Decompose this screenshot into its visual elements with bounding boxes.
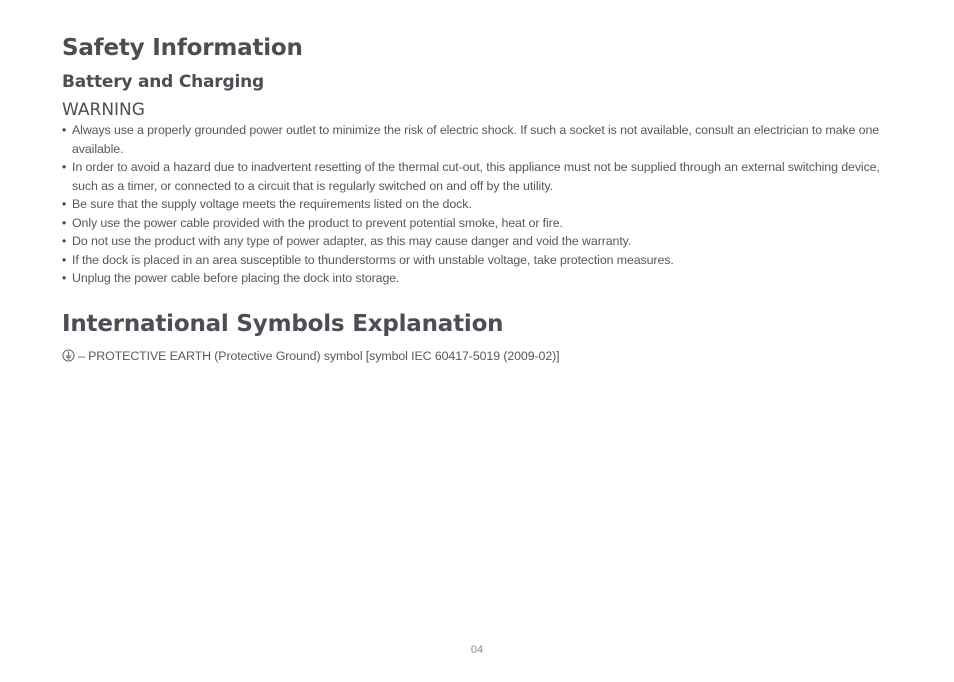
bullet-text: Always use a properly grounded power outlet to minimize the risk of electric shock. If such a socket is not available, consult an electrician to make one available.	[72, 123, 880, 156]
page-title: Safety Information	[62, 35, 303, 61]
bullet-icon: •	[62, 234, 67, 248]
protective-earth-icon	[62, 349, 75, 362]
bullet-text: Only use the power cable provided with the product to prevent potential smoke, heat or fire.	[72, 215, 563, 230]
list-item	[62, 232, 894, 251]
list-item	[62, 251, 894, 270]
bullet-icon: •	[62, 215, 67, 230]
section-subtitle-battery: Battery and Charging	[62, 72, 264, 92]
list-item	[62, 214, 894, 233]
bullet-icon: •	[62, 271, 67, 285]
warning-bullet-list	[62, 121, 894, 288]
bullet-text: Unplug the power cable before placing the dock into storage.	[72, 271, 400, 285]
warning-label: WARNING	[62, 100, 145, 120]
list-item	[62, 269, 894, 288]
symbol-entry-protective-earth	[62, 347, 894, 365]
bullet-text: In order to avoid a hazard due to inadvertent resetting of the thermal cut-out, this appliance must not be supplied through an external switching device, such as a timer, or connected to a circuit that is regularly switched on and off by the utility.	[72, 160, 880, 193]
symbols-section-title: International Symbols Explanation	[62, 310, 504, 337]
bullet-icon: •	[62, 197, 67, 211]
bullet-text: Do not use the product with any type of power adapter, as this may cause danger and void the warranty.	[72, 234, 632, 248]
list-item	[62, 158, 894, 195]
document-page	[62, 32, 894, 365]
list-item	[62, 121, 894, 158]
symbol-description: – PROTECTIVE EARTH (Protective Ground) symbol [symbol IEC 60417-5019 (2009-02)]	[78, 348, 560, 363]
bullet-icon: •	[62, 123, 67, 137]
list-item	[62, 195, 894, 214]
bullet-text: Be sure that the supply voltage meets the requirements listed on the dock.	[72, 197, 472, 211]
bullet-text: If the dock is placed in an area susceptible to thunderstorms or with unstable voltage, take protection measures.	[72, 252, 674, 267]
page-number: 04	[470, 644, 484, 656]
bullet-icon: •	[62, 160, 67, 174]
bullet-icon: •	[62, 252, 67, 267]
